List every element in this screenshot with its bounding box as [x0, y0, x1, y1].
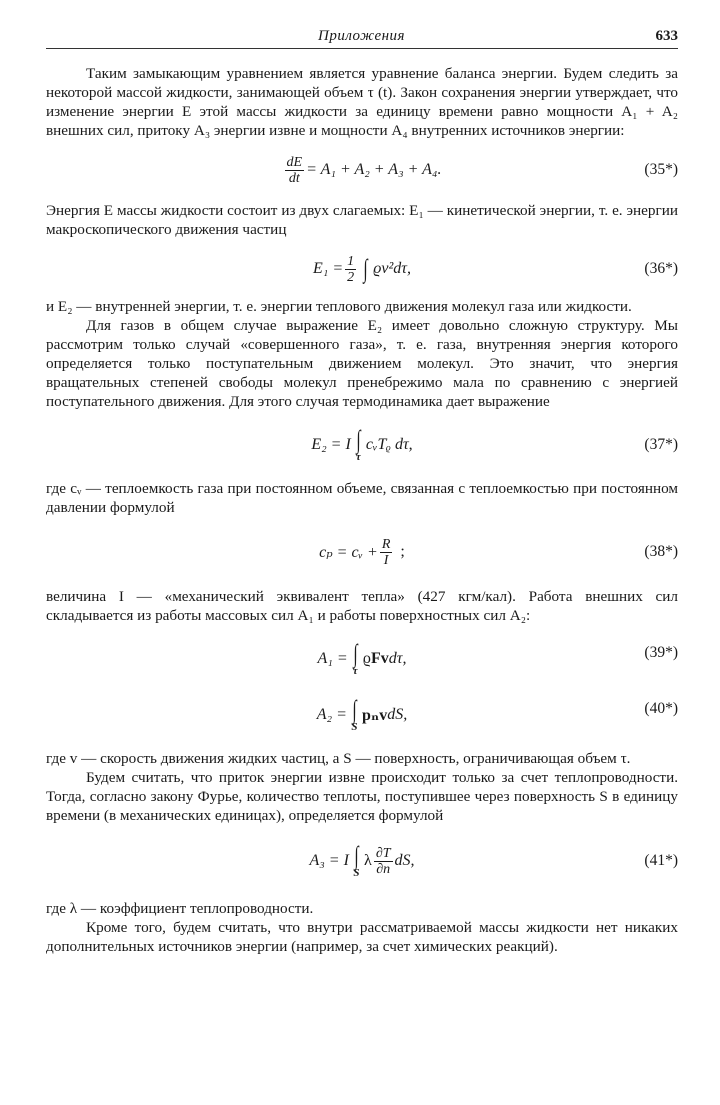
equation-number: (35*): [644, 161, 678, 178]
half-fraction: $\frac{1}{2}$: [347, 253, 355, 285]
equation-number: (40*): [644, 700, 678, 717]
integral-sign: ∫: [363, 254, 368, 283]
integral-sign: ∫ τ: [352, 638, 358, 677]
equation-39: A₁ = ∫ τ ϱ Fv dτ, (39*): [317, 638, 678, 677]
integral-sign: ∫ S: [353, 840, 360, 879]
equation-number: (41*): [644, 852, 678, 869]
running-header: [46, 28, 678, 50]
eq35-rhs: = A₁ + A₂ + A₃ + A₄.: [306, 161, 442, 178]
page-number: 633: [655, 28, 678, 44]
equation-number: (39*): [644, 644, 678, 661]
equation-41: A₃ = I ∫ S λ $\frac{\partial T}{\partial n}$ dS, (41*): [309, 840, 678, 879]
partial-derivative-fraction: $\frac{\partial T}{\partial n}$: [375, 845, 391, 877]
paragraph-perfect-gas: Для газов в общем случае выражение E₂ имеет довольно сложную структуру. Мы рассмотрим только случай «совершенного газа», т. е. газа, внутренняя энергия которого определяется только поступательным движением молекул. Это значит, что энергия вращательных степеней свободы молекул пренебрежимо мала по сравнению с энергией поступательного движения. Для этого случая термодинамика дает выражение: [46, 317, 678, 410]
r-over-i-fraction: $\frac{R}{I}$: [381, 536, 391, 568]
equation-number: (37*): [644, 436, 678, 453]
equation-number: (38*): [644, 543, 678, 560]
page-body: [46, 64, 678, 956]
section-title: Приложения: [318, 28, 406, 44]
equation-37: E₂ = I ∫ τ cᵥTᵨ dτ, (37*): [311, 424, 678, 463]
paragraph-internal-energy: и E₂ — внутренней энергии, т. е. энергии теплового движения молекул газа или жидкости.: [46, 298, 632, 315]
paragraph-energy-balance: Таким замыкающим уравнением является уравнение баланса энергии. Будем следить за некоторой массой жидкости, занимающей объем τ (t). Закон сохранения энергии утверждает, что изменение энергии E этой массы жидкости за единицу времени равно мощности A₁ + A₂ внешних сил, притоку A₃ энергии извне и мощности A₄ внутренних источников энергии:: [46, 65, 678, 139]
paragraph-external-forces: величина I — «механический эквивалент тепла» (427 кгм/кал). Работа внешних сил складывается из работы массовых сил A₁ и работы поверхностных сил A₂:: [46, 588, 678, 624]
equation-40: A₂ = ∫ S pₙv dS, (40*): [316, 694, 678, 733]
paragraph-kinetic-energy: Энергия E массы жидкости состоит из двух слагаемых: E₁ — кинетической энергии, т. е. энергии макроскопического движения частиц: [46, 202, 678, 238]
equation-36: E₁ = $\frac{1}{2}$ ∫ ϱv²dτ, (36*): [312, 253, 678, 285]
header-rule: [46, 48, 678, 49]
integral-sign: ∫ τ: [355, 424, 361, 463]
equation-number: (36*): [644, 260, 678, 277]
derivative-fraction: $\frac{dE}{dt}$: [286, 154, 303, 186]
paragraph-no-sources: Кроме того, будем считать, что внутри рассматриваемой массы жидкости нет никаких дополнительных источников энергии (например, за счет химических реакций).: [46, 919, 678, 955]
equation-38: cₚ = cᵥ + $\frac{R}{I}$ ; (38*): [319, 536, 678, 568]
paragraph-velocity-surface: где v — скорость движения жидких частиц, а S — поверхность, ограничивающая объем τ.: [46, 750, 631, 767]
equation-35: [46, 149, 678, 191]
integral-sign: ∫ S: [351, 694, 358, 733]
paragraph-heat-conduction: Будем считать, что приток энергии извне происходит только за счет теплопроводности. Тогда, согласно закону Фурье, количество теплоты, поступившее через поверхность S в единицу времени (в механических единицах), определяется формулой: [46, 769, 678, 824]
paragraph-conductivity: где λ — коэффициент теплопроводности.: [46, 900, 314, 917]
paragraph-heat-capacity: где cᵥ — теплоемкость газа при постоянном объеме, связанная с теплоемкостью при постоянном давлении формулой: [46, 480, 678, 516]
